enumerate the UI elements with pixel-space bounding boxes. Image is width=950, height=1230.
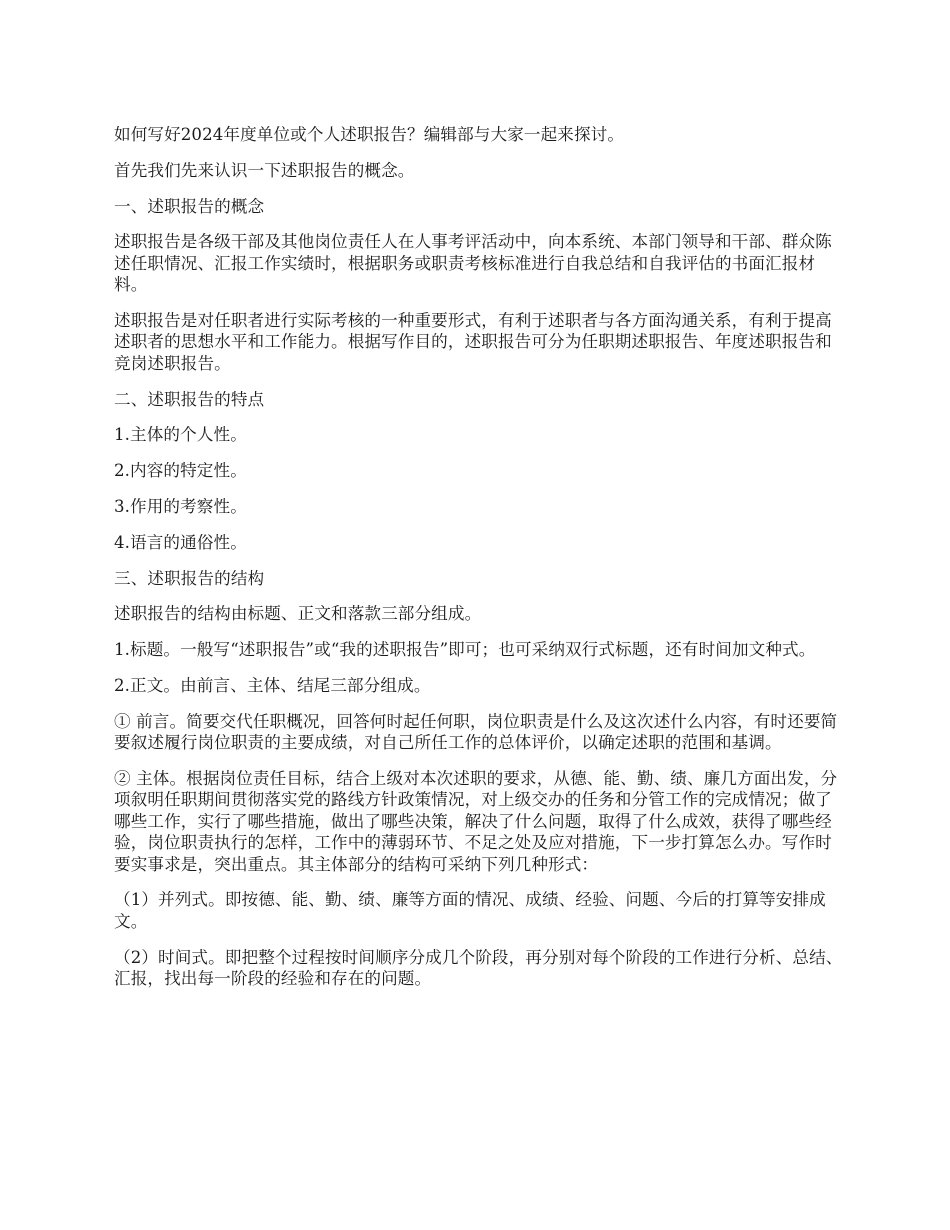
body-paragraph: 述职报告是各级干部及其他岗位责任人在人事考评活动中，向本系统、本部门领导和干部、群众陈述任职情况、汇报工作实绩时，根据职务或职责考核标准进行自我总结和自我评估的书面汇报材料。 xyxy=(114,232,832,295)
body-paragraph: 述职报告的结构由标题、正文和落款三部分组成。 xyxy=(114,604,482,624)
body-paragraph: 述职报告是对任职者进行实际考核的一种重要形式，有利于述职者与各方面沟通关系，有利于提高述职者的思想水平和工作能力。根据写作目的，述职报告可分为任职期述职报告、年度述职报告和竞岗述职报告。 xyxy=(114,311,832,373)
section-heading-structure: 三、述职报告的结构 xyxy=(114,568,265,588)
list-item: 1.主体的个人性。 xyxy=(114,425,247,445)
body-paragraph: ② 主体。根据岗位责任目标，结合上级对本次述职的要求，从德、能、勤、绩、廉几方面出发，分项叙明任职期间贯彻落实党的路线方针政策情况，对上级交办的任务和分管工作的完成情况；做了哪些工作，实行了哪些措施，做出了哪些决策，解决了什么问题，取得了什么成效，获得了哪些经验，岗位职责执行的怎样，工作中的薄弱环节、不足之处及应对措施，下一步打算怎么办。写作时要实事求是，突出重点。其主体部分的结构可采纳下列几种形式： xyxy=(114,768,838,874)
document-body xyxy=(114,124,844,1004)
section-heading-features: 二、述职报告的特点 xyxy=(114,389,265,409)
list-item: 1.标题。一般写“述职报告”或“我的述职报告”即可；也可采纳双行式标题，还有时间加文种式。 xyxy=(114,640,816,660)
body-paragraph: ① 前言。简要交代任职概况，回答何时起任何职，岗位职责是什么及这次述什么内容，有时还要简要叙述履行岗位职责的主要成绩，对自己所任工作的总体评价，以确定述职的范围和基调。 xyxy=(114,711,838,753)
body-paragraph: （1）并列式。即按德、能、勤、绩、廉等方面的情况、成绩、经验、问题、今后的打算等安排成文。 xyxy=(114,890,826,931)
list-item: 2.正文。由前言、主体、结尾三部分组成。 xyxy=(114,675,431,695)
list-item: 2.内容的特定性。 xyxy=(114,461,247,481)
section-heading-concept: 一、述职报告的概念 xyxy=(114,196,265,216)
intro-paragraph-2: 首先我们先来认识一下述职报告的概念。 xyxy=(114,160,415,180)
body-paragraph: （2）时间式。即把整个过程按时间顺序分成几个阶段，再分别对每个阶段的工作进行分析、总结、汇报，找出每一阶段的经验和存在的问题。 xyxy=(114,947,843,989)
list-item: 3.作用的考察性。 xyxy=(114,497,247,516)
intro-paragraph: 如何写好2024年度单位或个人述职报告？编辑部与大家一起来探讨。 xyxy=(114,125,625,144)
list-item: 4.语言的通俗性。 xyxy=(114,532,247,552)
